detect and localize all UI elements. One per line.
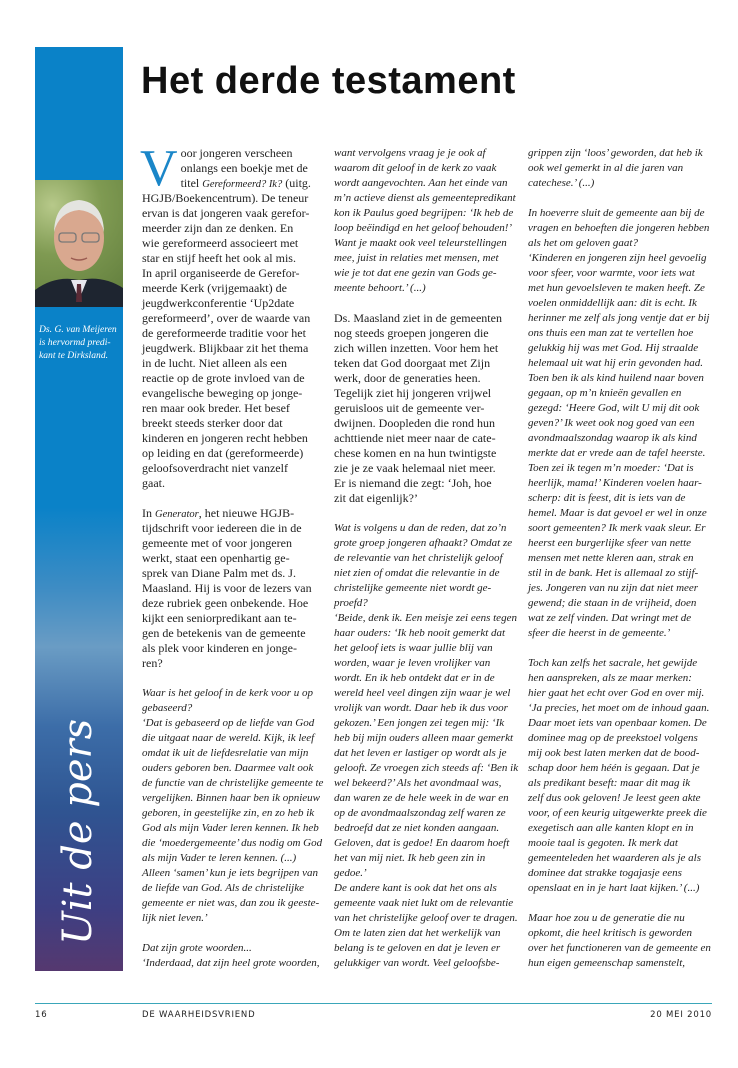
- text-line: gemeente er niet was, dan zou ik geeste-: [142, 897, 320, 909]
- text-line: jeugdwerkconferentie ‘Up2date: [142, 296, 295, 310]
- text-line: de functie van de christelijke gemeente te: [142, 777, 324, 789]
- text-line: kinderen en jongeren recht hebben: [142, 431, 308, 445]
- text-line: deze rubriek geen onbekende. Hoe: [142, 596, 309, 610]
- text-line: proefd?: [334, 597, 368, 609]
- text-line: catechese.’ (...): [528, 177, 595, 189]
- paragraph: [142, 506, 330, 671]
- text-line: meente behoort.’ (...): [334, 282, 426, 294]
- publication-name: DE WAARHEIDSVRIEND: [142, 1010, 256, 1020]
- text-line: ook wel gemerkt in al die jaren van: [528, 162, 684, 174]
- text-line: hen aanspreken, als ze maar merken:: [528, 672, 692, 684]
- text-line: oor jongeren verscheen: [180, 146, 293, 160]
- text-line: hun eigen gemeenschap samenstelt,: [528, 957, 686, 969]
- text-line: loop beëindigd en het geloof behouden!’: [334, 222, 513, 234]
- text-line: Maar hoe zou u de generatie die nu: [528, 912, 685, 924]
- text-segment: , het nieuwe HGJB-: [198, 506, 295, 520]
- text-line: openslaat en in je hart laat kijken.’ (...): [528, 882, 700, 894]
- text-line: Alleen ‘samen’ kun je iets begrijpen van: [142, 867, 318, 879]
- text-line: heerst een burgerlijke sfeer van nette: [528, 537, 692, 549]
- text-line: als predikant beseft: maar dit mag ik: [528, 777, 691, 789]
- text-line: wordt aangevochten. Aan het einde van: [334, 177, 508, 189]
- text-line: stil in de bank. Het is allemaal zo stijf-: [528, 567, 699, 579]
- text-line: geruisloos uit de gemeente ver-: [334, 401, 485, 415]
- text-line: die ‘moedergemeente’ dus nodig om God: [142, 837, 323, 849]
- text-line: gewend; die staan in de vrijheid, doen: [528, 597, 697, 609]
- text-line: mee, juist in relaties met mensen, met: [334, 252, 499, 264]
- text-line: Toen zei ik tegen m’n moeder: ‘Dat is: [528, 462, 694, 474]
- text-line: Daar moet iets van openbaar komen. De: [528, 717, 707, 729]
- text-line: wie je tot dat ene gezin van Gods ge-: [334, 267, 497, 279]
- text-line: gebaseerd?: [142, 702, 193, 714]
- text-line: op leiding en dat (gereformeerde): [142, 446, 304, 460]
- text-line: in de lucht. Niet alleen als een: [142, 356, 287, 370]
- text-line: m’n actieve dienst als gemeentepredikant: [334, 192, 516, 204]
- text-line: vrolijk van wordt. Daar heb ik dus voor: [334, 702, 508, 714]
- text-line: mooie taal is gegoten. Ik merk dat: [528, 837, 678, 849]
- paragraph: [140, 140, 330, 491]
- article-column-2: [334, 146, 518, 986]
- text-line: dan waren ze de hele week in de war en: [334, 792, 509, 804]
- italic-title: Gereformeerd? Ik?: [202, 179, 283, 190]
- text-line: wereld heel veel dingen zijn waar je wel: [334, 687, 511, 699]
- text-line: ‘Dat is gebaseerd op de liefde van God: [142, 717, 315, 729]
- text-line: Geloven, dat is gedoe! En daarom hoeft: [334, 837, 510, 849]
- text-line: Ds. Maasland ziet in de gemeenten: [334, 311, 502, 325]
- text-line: achttiende niet meer naar de cate-: [334, 431, 496, 445]
- text-line: evangelische beweging op jonge-: [142, 386, 303, 400]
- text-line: zich willen inzetten. Voor hem het: [334, 341, 499, 355]
- text-line: heerlijk, mama!’ Kinderen voelen haar-: [528, 477, 702, 489]
- text-line: wat ze zelf vinden. Dat wringt met de: [528, 612, 692, 624]
- text-line: ons thuis een man zat te vertellen hoe: [528, 327, 694, 339]
- text-line: gemeente vaak niet lukt om de relevantie: [334, 897, 514, 909]
- text-line: In april organiseerde de Gerefor-: [142, 266, 300, 280]
- text-line: omdat ik uit de liefdesrelatie van mijn: [142, 747, 309, 759]
- italic-title: Generator: [155, 509, 199, 520]
- text-line: de gereformeerde traditie voor het: [142, 326, 306, 340]
- text-line: vragen en behoeften die jongeren hebben: [528, 222, 710, 234]
- text-line: Maasland. Hij is voor de lezers van: [142, 581, 312, 595]
- text-line: [142, 506, 330, 521]
- text-line: mij ook best laten merken dat de bood-: [528, 747, 700, 759]
- text-line: vergelijken. Binnen haar ben ik opnieuw: [142, 792, 320, 804]
- text-line: avondmaalszondag waarop ik als kind: [528, 432, 697, 444]
- text-line: ren?: [142, 656, 163, 670]
- text-line: nog steeds groepen jongeren die: [334, 326, 489, 340]
- footer-rule: [35, 1003, 712, 1004]
- text-line: chese komen en na hun twintigste: [334, 446, 497, 460]
- text-segment: (uitg.: [282, 176, 311, 190]
- text-line: geven?’ Ik weet ook nog goed van een: [528, 417, 695, 429]
- section-label: Uit de pers: [55, 718, 101, 945]
- drop-cap: V: [140, 140, 178, 197]
- text-line: hier gaat het echt over God en over mij.: [528, 687, 705, 699]
- text-line: voelen onmiddellijk aan: dit is echt. Ik: [528, 297, 697, 309]
- caption-line: Ds. G. van Meijeren: [39, 324, 117, 335]
- text-line: grippen zijn ‘loos’ geworden, dat heb ik: [528, 147, 703, 159]
- text-line: worden, waar je leven vrolijker van: [334, 657, 491, 669]
- text-line: opkomt, die heel kritisch is geworden: [528, 927, 692, 939]
- paragraph: [528, 146, 714, 191]
- text-line: In hoeverre sluit de gemeente aan bij de: [528, 207, 705, 219]
- paragraph: [334, 146, 518, 296]
- text-line: kon ik Paulus goed begrijpen: ‘Ik heb de: [334, 207, 514, 219]
- text-line: gaat.: [142, 476, 165, 490]
- text-line: Wat is volgens u dan de reden, dat zo’n: [334, 522, 507, 534]
- text-line: niet zien of omdat die relevantie in de: [334, 567, 500, 579]
- text-line: gedoe.’: [334, 867, 367, 879]
- text-line: dwijnen. Doopleden die rond hun: [334, 416, 495, 430]
- article-column-1: [140, 140, 330, 986]
- text-line: gemeente met of voor jongeren: [142, 536, 292, 550]
- text-line: scherp: dit is feest, dit is iets van de: [528, 492, 686, 504]
- text-line: gen de betekenis van de gemeente: [142, 626, 306, 640]
- text-line: lijk niet leven.’: [142, 912, 208, 924]
- caption-line: is hervormd predi-: [39, 337, 111, 348]
- text-line: wie gereformeerd associeert met: [142, 236, 299, 250]
- text-line: ervan is dat jongeren vaak gerefor-: [142, 206, 310, 220]
- text-line: de liefde van God. Als de christelijke: [142, 882, 305, 894]
- text-line: het geloof iets is waar jullie blij van: [334, 642, 493, 654]
- text-line: tijdschrift voor iedereen die in de: [142, 521, 302, 535]
- author-photo: [35, 180, 123, 307]
- text-line: voor, of een keurig uitgewerkte preek die: [528, 807, 707, 819]
- text-line: als het om geloven gaat?: [528, 237, 638, 249]
- text-line: sprek van Diane Palm met ds. J.: [142, 566, 296, 580]
- text-line: meerder zijn dan ze denken. En: [142, 221, 294, 235]
- text-segment: In: [142, 506, 155, 520]
- text-line: Om te laten zien dat het werkelijk van: [334, 927, 501, 939]
- paragraph: [334, 521, 518, 971]
- paragraph: [334, 311, 518, 506]
- text-line: op de avondmaalszondag zelf waren ze: [334, 807, 506, 819]
- text-line: ‘Inderdaad, dat zijn heel grote woorden,: [142, 957, 320, 969]
- text-line: christelijke gemeente niet wordt ge-: [334, 582, 492, 594]
- text-line: gelukkiger van wordt. Veel geloofsbe-: [334, 957, 500, 969]
- paragraph: [142, 686, 330, 926]
- text-line: kijkt een seniorpredikant aan te-: [142, 611, 297, 625]
- text-line: want vervolgens vraag je je ook af: [334, 147, 486, 159]
- text-line: ‘Kinderen en jongeren zijn heel gevoelig: [528, 252, 707, 264]
- text-line: Dat zijn grote woorden...: [142, 942, 252, 954]
- text-line: de relevantie van het christelijk geloof: [334, 552, 503, 564]
- text-line: voor sfeer, voor warmte, voor iets wat: [528, 267, 695, 279]
- paragraph: [528, 656, 714, 896]
- text-line: mensen met nette kleren aan, strak en: [528, 552, 694, 564]
- text-line: gelukkig hij was met God. Hij straalde: [528, 342, 699, 354]
- article-title: Het derde testament: [141, 60, 516, 102]
- text-line: van het christelijke geloof over te dragen.: [334, 912, 518, 924]
- paragraph: [142, 941, 330, 971]
- text-line: jes. Jongeren van nu zijn dat niet meer: [528, 582, 699, 594]
- text-line: De andere kant is ook dat het ons als: [334, 882, 497, 894]
- text-line: die uitgaat naar de wereld. Kijk, ik leef: [142, 732, 315, 744]
- text-line: star en stijf heeft het ook al mis.: [142, 251, 296, 265]
- text-line: Tegelijk ziet hij jongeren vrijwel: [334, 386, 492, 400]
- text-line: sfeer die heerst in de gemeente.’: [528, 627, 671, 639]
- text-line: bedroefd dat ze niet konden aangaan.: [334, 822, 500, 834]
- text-line: gegaan, op m’n knieën gevallen en: [528, 387, 682, 399]
- text-line: als plek voor kinderen en jonge-: [142, 641, 297, 655]
- text-line: dominee dat strakke togajasje eens: [528, 867, 682, 879]
- text-line: ‘Beide, denk ik. Een meisje zei eens tegen: [334, 612, 517, 624]
- text-line: breekt steeds sterker door dat: [142, 416, 283, 430]
- text-line: belang is te geloven en dat je leven er: [334, 942, 501, 954]
- text-line: Er is niemand die zegt: ‘Joh, hoe: [334, 476, 492, 490]
- text-line: Toen ben ik als kind huilend naar boven: [528, 372, 704, 384]
- text-line: ouders geboren ben. Daarmee valt ook: [142, 762, 314, 774]
- text-line: ren maar ook breder. Het besef: [142, 401, 290, 415]
- text-line: helemaal uit wat hij erin gevonden had.: [528, 357, 704, 369]
- text-line: gekozen.’ Een jongen zei tegen mij: ‘Ik: [334, 717, 505, 729]
- text-line: zelf dus ook geloven! Je leest geen akte: [528, 792, 701, 804]
- text-line: merkte dat er vrede aan de tafel heerste.: [528, 447, 706, 459]
- text-line: het van mij niet. Ik heb geen zin in: [334, 852, 486, 864]
- text-line: geloofsoverdracht niet vanzelf: [142, 461, 288, 475]
- page-number: 16: [35, 1010, 48, 1020]
- text-line: zit dat eigenlijk?’: [334, 491, 418, 505]
- text-line: teken dat God doorgaat met Zijn: [334, 356, 491, 370]
- text-line: heb bij mijn ouders alleen maar gemerkt: [334, 732, 514, 744]
- text-line: Want je maakt ook veel teleurstellingen: [334, 237, 507, 249]
- text-line: onlangs een boekje met de: [180, 161, 308, 175]
- text-segment: titel: [180, 176, 203, 190]
- text-line: grote groep jongeren afhaakt? Omdat ze: [334, 537, 513, 549]
- text-line: geboren, in geestelijke zin, en zo heb ik: [142, 807, 315, 819]
- text-line: Waar is het geloof in de kerk voor u op: [142, 687, 313, 699]
- text-line: schap door hem héén is gegaan. Dat je: [528, 762, 700, 774]
- text-line: als mijn Vader te leren kennen. (...): [142, 852, 297, 864]
- text-line: meerde Kerk (vrijgemaakt) de: [142, 281, 287, 295]
- text-line: hemel. Maar is dat gevoel er wel in onze: [528, 507, 707, 519]
- text-line: reactie op de grote invloed van de: [142, 371, 305, 385]
- text-line: gelooft. Ze vroegen zich steeds af: ‘Ben ik: [334, 762, 519, 774]
- text-line: ‘Ja precies, het moet om de inhoud gaan.: [528, 702, 710, 714]
- text-line: jeugdwerk. Blijkbaar zit het thema: [142, 341, 309, 355]
- text-line: gezegd: ‘Heere God, wilt U mij dit ook: [528, 402, 700, 414]
- paragraph: [528, 206, 714, 641]
- text-line: waarom dit geloof in de kerk zo vaak: [334, 162, 497, 174]
- text-line: gereformeerd’, over de waarde van: [142, 311, 311, 325]
- text-line: dominee mag op de preekstoel volgens: [528, 732, 698, 744]
- text-line: werkt, staat een openhartig ge-: [142, 551, 290, 565]
- text-line: over het functioneren van de gemeente en: [528, 942, 711, 954]
- text-line: Toch kan zelfs het sacrale, het gewijde: [528, 657, 698, 669]
- text-line: wordt. En ik heb ontdekt dat er in de: [334, 672, 495, 684]
- text-line: soort gemeenten? Ik merk vaak sleur. Er: [528, 522, 706, 534]
- author-caption: [39, 323, 123, 362]
- text-line: herinner me zelf als jong ventje dat er bij: [528, 312, 710, 324]
- text-line: gemeenteleden het waarderen als je als: [528, 852, 701, 864]
- text-line: wel bekeerd?’ Als het avondmaal was,: [334, 777, 502, 789]
- text-line: zie je ze vaak helemaal niet meer.: [334, 461, 496, 475]
- text-line: exegetisch aan alle kanten klopt en in: [528, 822, 694, 834]
- text-line: haar ouders: ‘Ik heb nooit gemerkt dat: [334, 627, 506, 639]
- portrait-image: [35, 180, 123, 307]
- text-line: met hun gevoelsleven te maken heeft. Ze: [528, 282, 705, 294]
- text-line: HGJB/Boekencentrum). De teneur: [142, 191, 309, 205]
- issue-date: 20 MEI 2010: [650, 1010, 712, 1020]
- text-line: werk, door de generaties heen.: [334, 371, 481, 385]
- paragraph: [528, 911, 714, 971]
- text-line: God als mijn Vader leren kennen. Ik heb: [142, 822, 319, 834]
- text-line: dat het leven er lastiger op wordt als je: [334, 747, 507, 759]
- caption-line: kant te Dirksland.: [39, 350, 109, 361]
- article-column-3: [528, 146, 714, 986]
